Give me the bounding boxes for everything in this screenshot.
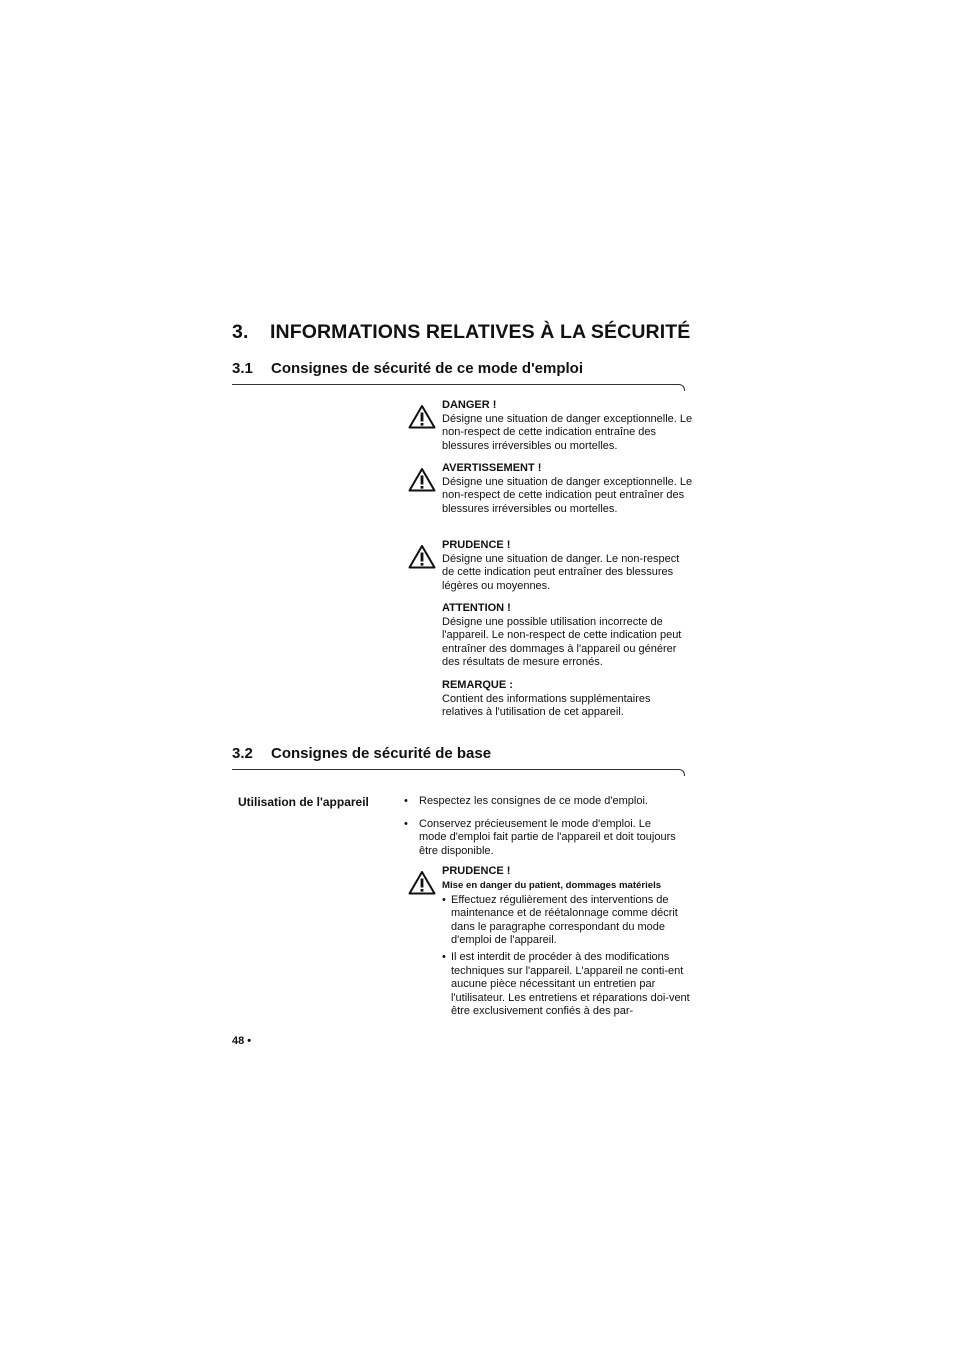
bullet-icon: • xyxy=(442,893,446,906)
side-label-utilisation: Utilisation de l'appareil xyxy=(238,795,369,809)
notice-attention xyxy=(442,602,694,670)
notice-avertissement xyxy=(442,462,694,516)
section-number: 3.1 xyxy=(232,360,253,377)
chapter-number: 3. xyxy=(232,321,249,343)
notice-text: Désigne une situation de danger. Le non-respect de cette indication peut entraîner des blessures légères ou moyennes. xyxy=(442,552,680,592)
section-divider xyxy=(232,769,685,776)
bullet-icon: • xyxy=(404,795,408,807)
page-number: 48 • xyxy=(232,1035,252,1047)
notice-remarque xyxy=(442,679,694,720)
warning-triangle-icon xyxy=(408,404,436,429)
section-number: 3.2 xyxy=(232,745,253,762)
list-item xyxy=(403,795,678,809)
notice-subtitle: Mise en danger du patient, dommages matériels xyxy=(442,879,662,891)
warning-triangle-icon xyxy=(408,870,436,895)
notice-text: Contient des informations supplémentaires relatives à l'utilisation de cet appareil. xyxy=(442,692,651,719)
notice-prudence xyxy=(442,539,694,593)
chapter-title xyxy=(232,321,690,344)
notice-title: PRUDENCE ! xyxy=(442,539,511,551)
section-divider xyxy=(232,384,685,391)
section-3-1-title xyxy=(232,360,583,377)
warning-triangle-icon xyxy=(408,467,436,492)
notice-text: Désigne une situation de danger exceptionnelle. Le non-respect de cette indication entraîne des blessures irréversibles ou mortelles. xyxy=(442,412,693,452)
section-title-text: Consignes de sécurité de base xyxy=(271,745,492,762)
list-item-text: Il est interdit de procéder à des modifications techniques sur l'appareil. L'appareil ne conti-ent aucune pièce nécessitant un entretien par l'utilisateur. Les entretiens et réparations doi-vent être exclusivement confiés à des par- xyxy=(451,950,690,1018)
notice-title: DANGER ! xyxy=(442,399,497,411)
notice-text: Désigne une situation de danger exceptionnelle. Le non-respect de cette indication peut entraîner des blessures irréversibles ou mortelles. xyxy=(442,475,693,515)
list-item-text: Effectuez régulièrement des interventions de maintenance et de réétalonnage comme décrit dans le paragraphe correspondant du mode d'emploi de l'appareil. xyxy=(451,893,678,947)
notice-text: Désigne une possible utilisation incorrecte de l'appareil. Le non-respect de cette indication peut entraîner des dommages à l'appareil ou générer des résultats de mesure erronés. xyxy=(442,615,682,669)
section-title-text: Consignes de sécurité de ce mode d'emploi xyxy=(271,360,583,377)
notice-title: REMARQUE : xyxy=(442,679,513,691)
section-3-2-title xyxy=(232,745,491,762)
warning-triangle-icon xyxy=(408,544,436,569)
notice-caution-patient xyxy=(442,865,692,1022)
list-item xyxy=(442,894,692,948)
bullet-icon: • xyxy=(442,950,446,963)
notice-title: PRUDENCE ! xyxy=(442,865,511,877)
list-item xyxy=(442,951,692,1019)
notice-title: ATTENTION ! xyxy=(442,602,511,614)
chapter-title-text: INFORMATIONS RELATIVES À LA SÉCURITÉ xyxy=(270,321,691,343)
notice-title: AVERTISSEMENT ! xyxy=(442,462,542,474)
safety-bullet-list xyxy=(403,795,678,867)
notice-danger xyxy=(442,399,694,453)
caution-bullet-list xyxy=(442,894,692,1019)
bullet-icon: • xyxy=(404,817,408,830)
list-item-text: Respectez les consignes de ce mode d'emploi. xyxy=(419,795,648,807)
list-item-text: Conservez précieusement le mode d'emploi. Le mode d'emploi fait partie de l'appareil et doit toujours être disponible. xyxy=(419,817,676,857)
list-item xyxy=(403,818,678,859)
